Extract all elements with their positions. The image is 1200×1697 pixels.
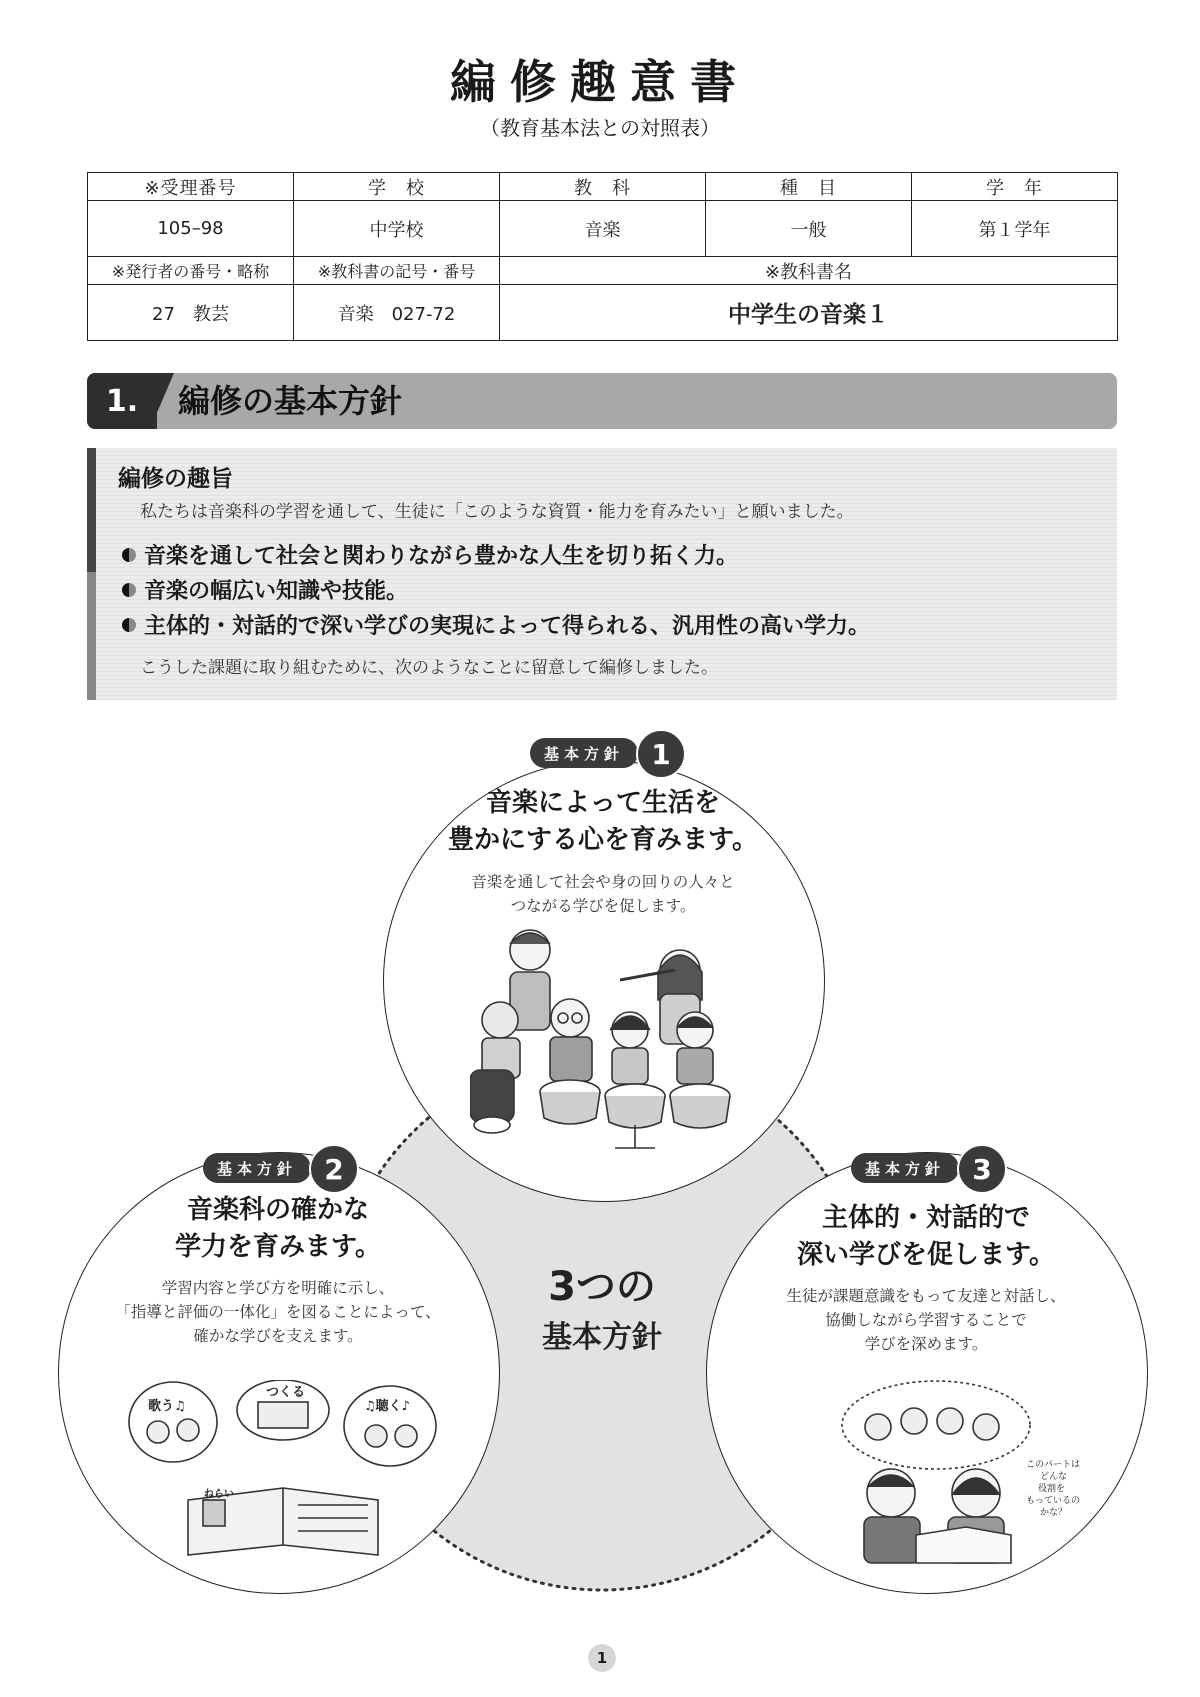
- value-publisher: 27 教芸: [88, 285, 294, 341]
- policy-2-desc-line: 「指導と評価の一体化」を図ることによって、: [115, 1303, 441, 1321]
- document-title: 編修趣意書: [450, 55, 750, 109]
- discussion-illustration: [836, 1375, 1096, 1565]
- policy-3-title-line: 主体的・対話的で: [821, 1203, 1030, 1233]
- policy-1-title-line: 豊かにする心を育みます。: [448, 825, 758, 855]
- speech-line: 役割を: [1038, 1484, 1066, 1494]
- policy-3-desc-line: 協働しながら学習することで: [825, 1311, 1027, 1329]
- bubble-sing-text: 歌う♫: [148, 1399, 186, 1414]
- header-school: 学 校: [294, 173, 500, 201]
- policy-2-description: [58, 1276, 498, 1348]
- header-grade: 学 年: [912, 173, 1118, 201]
- ensemble-illustration: [470, 920, 740, 1150]
- policy-1-title-line: 音楽によって生活を: [485, 788, 720, 818]
- header-textbook-code: ※教科書の記号・番号: [294, 257, 500, 285]
- policy-2-number: 2: [309, 1144, 359, 1194]
- value-textbook-code: 音楽 027-72: [294, 285, 500, 341]
- center-label-bottom: 基本方針: [542, 1320, 662, 1355]
- policy-1-number: 1: [636, 729, 686, 779]
- policy-3-description: [706, 1284, 1146, 1356]
- document-subtitle: （教育基本法との対照表）: [480, 116, 720, 140]
- center-label-top: 3つの: [548, 1264, 656, 1310]
- bubble-listen-text: ♫聴く♪: [364, 1399, 410, 1414]
- header-subject: 教 科: [500, 173, 706, 201]
- value-acceptance-no: 105–98: [88, 201, 294, 257]
- bullet-text: 主体的・対話的で深い学びの実現によって得られる、汎用性の高い学力。: [144, 614, 871, 639]
- learning-illustration: [128, 1380, 438, 1560]
- value-subject: 音楽: [500, 201, 706, 257]
- header-type: 種 目: [706, 173, 912, 201]
- bullet-text: 音楽の幅広い知識や技能。: [144, 579, 409, 604]
- book-tag-text: ねらい: [204, 1489, 234, 1500]
- policy-1-title: [383, 785, 823, 859]
- section-number: 1.: [87, 373, 157, 429]
- value-grade: 第１学年: [912, 201, 1118, 257]
- value-school: 中学校: [294, 201, 500, 257]
- value-type: 一般: [706, 201, 912, 257]
- policy-2-title-line: 音楽科の確かな: [186, 1195, 369, 1225]
- policy-1-desc-line: つながる学びを促します。: [510, 897, 696, 915]
- header-publisher: ※発行者の番号・略称: [88, 257, 294, 285]
- header-textbook-name: ※教科書名: [500, 257, 1118, 285]
- policy-2-desc-line: 確かな学びを支えます。: [193, 1327, 363, 1345]
- speech-line: かな？: [1040, 1508, 1068, 1518]
- policy-3-desc-line: 学びを深めます。: [864, 1335, 988, 1353]
- speech-line: もっているの: [1026, 1496, 1081, 1506]
- policy-3-number: 3: [957, 1144, 1007, 1194]
- header-acceptance-no: ※受理番号: [88, 173, 294, 201]
- policy-2-desc-line: 学習内容と学び方を明確に示し、: [161, 1279, 395, 1297]
- policy-3-title-line: 深い学びを促します。: [797, 1240, 1055, 1270]
- policy-3-desc-line: 生徒が課題意識をもって友達と対話し、: [786, 1287, 1066, 1305]
- section-title: 編修の基本方針: [178, 382, 403, 420]
- policy-3-badge: 基本方針: [851, 1153, 959, 1183]
- policy-2-title: [58, 1192, 498, 1266]
- speech-line: どんな: [1040, 1472, 1068, 1482]
- bullet-text: 音楽を通して社会と関わりながら豊かな人生を切り拓く力。: [144, 544, 739, 569]
- bubble-create-text: つくる: [266, 1385, 306, 1400]
- intent-intro: 私たちは音楽科の学習を通して、生徒に「このような資質・能力を育みたい」と願いました。: [140, 502, 854, 522]
- intent-heading: 編修の趣旨: [118, 466, 233, 492]
- value-textbook-name: 中学生の音楽１: [500, 285, 1118, 341]
- policy-1-desc-line: 音楽を通して社会や身の回りの人々と: [471, 873, 735, 891]
- policy-1-badge: 基本方針: [530, 738, 638, 768]
- policy-3-title: [706, 1200, 1146, 1274]
- page-number: 1: [588, 1644, 616, 1672]
- policy-2-badge: 基本方針: [203, 1153, 311, 1183]
- speech-line: このパートは: [1026, 1460, 1081, 1470]
- intent-closing: こうした課題に取り組むために、次のようなことに留意して編修しました。: [140, 658, 718, 678]
- policy-1-description: [383, 870, 823, 918]
- policy-2-title-line: 学力を育みます。: [175, 1232, 381, 1262]
